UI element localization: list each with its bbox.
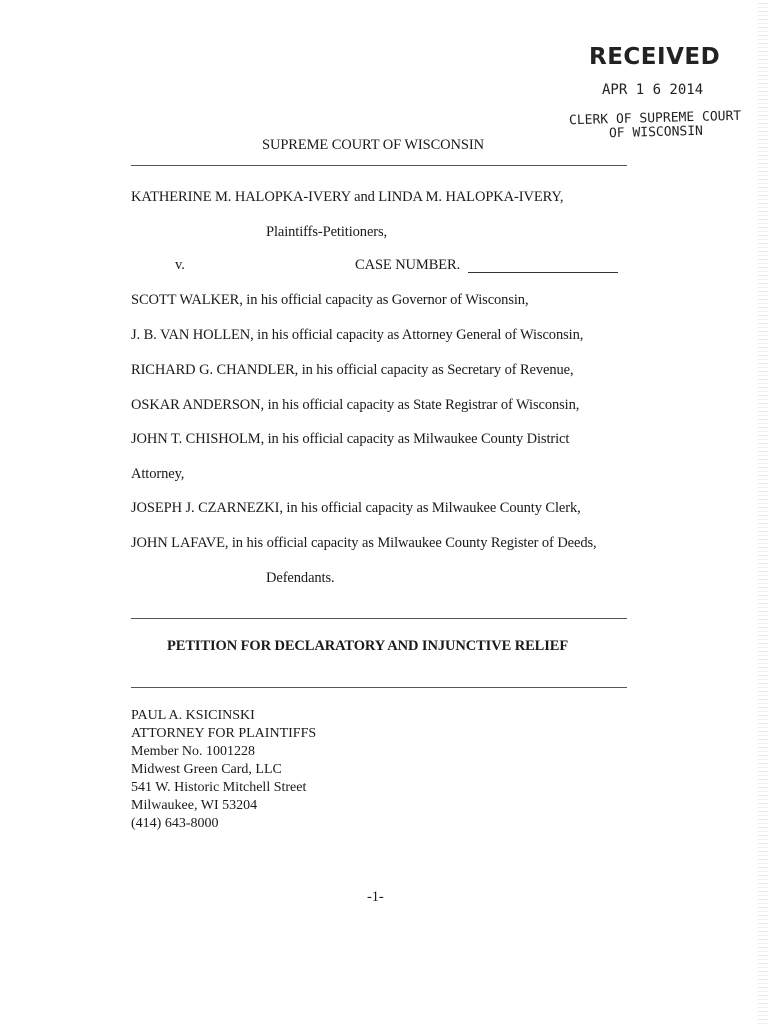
attorney-city: Milwaukee, WI 53204 bbox=[131, 798, 258, 813]
case-number-blank bbox=[468, 272, 618, 273]
case-number-label: CASE NUMBER. bbox=[355, 257, 461, 273]
scan-edge bbox=[758, 0, 768, 1024]
received-stamp-clerk: CLERK OF SUPREME COURT bbox=[568, 108, 742, 129]
received-stamp-date: APR 1 6 2014 bbox=[602, 82, 704, 98]
page-number: -1- bbox=[367, 889, 384, 905]
header-divider bbox=[131, 165, 627, 166]
attorney-member-number: Member No. 1001228 bbox=[131, 744, 256, 759]
court-name: SUPREME COURT OF WISCONSIN bbox=[262, 137, 484, 153]
caption-divider-top bbox=[131, 618, 627, 619]
petition-title: PETITION FOR DECLARATORY AND INJUNCTIVE RELIEF bbox=[167, 638, 569, 654]
defendant-line: RICHARD G. CHANDLER, in his official capacity as Secretary of Revenue, bbox=[131, 362, 574, 378]
attorney-role: ATTORNEY FOR PLAINTIFFS bbox=[131, 726, 317, 741]
received-stamp-state: OF WISCONSIN bbox=[608, 123, 704, 142]
plaintiffs: KATHERINE M. HALOPKA-IVERY and LINDA M. HALOPKA-IVERY, bbox=[131, 189, 564, 205]
defendants-role: Defendants. bbox=[266, 570, 335, 586]
plaintiffs-role: Plaintiffs-Petitioners, bbox=[266, 224, 388, 240]
defendant-line: JOSEPH J. CZARNEZKI, in his official capacity as Milwaukee County Clerk, bbox=[131, 500, 581, 516]
defendant-line: OSKAR ANDERSON, in his official capacity as State Registrar of Wisconsin, bbox=[131, 397, 580, 413]
attorney-name: PAUL A. KSICINSKI bbox=[131, 708, 255, 723]
defendant-line: JOHN LAFAVE, in his official capacity as Milwaukee County Register of Deeds, bbox=[131, 535, 597, 551]
attorney-street: 541 W. Historic Mitchell Street bbox=[131, 780, 307, 795]
caption-divider-bottom bbox=[131, 687, 627, 688]
defendant-line: J. B. VAN HOLLEN, in his official capacity as Attorney General of Wisconsin, bbox=[131, 327, 584, 343]
versus: v. bbox=[175, 257, 185, 273]
received-stamp-title: RECEIVED bbox=[589, 44, 721, 70]
attorney-phone: (414) 643-8000 bbox=[131, 816, 219, 831]
defendant-line: JOHN T. CHISHOLM, in his official capacity as Milwaukee County District bbox=[131, 431, 570, 447]
defendant-line: Attorney, bbox=[131, 466, 185, 482]
defendant-line: SCOTT WALKER, in his official capacity as Governor of Wisconsin, bbox=[131, 292, 529, 308]
attorney-block bbox=[131, 707, 316, 833]
attorney-firm: Midwest Green Card, LLC bbox=[131, 762, 282, 777]
